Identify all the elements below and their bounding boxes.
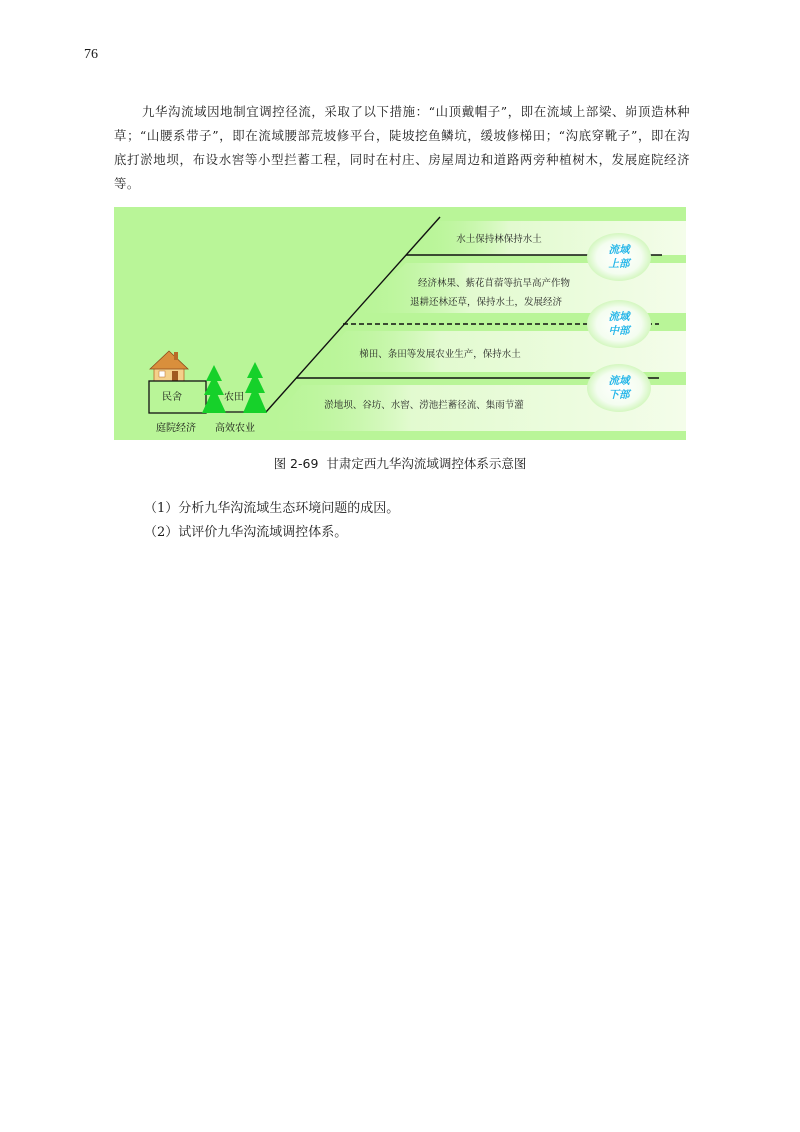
questions xyxy=(144,497,399,545)
courtyard-label: 庭院经济 xyxy=(156,423,196,434)
measure-middle-2: 退耕还林还草，保持水土，发展经济 xyxy=(409,297,563,308)
watershed-figure xyxy=(114,207,686,440)
question-1: （1）分析九华沟流域生态环境问题的成因。 xyxy=(144,501,400,516)
measure-upper: 水土保持林保持水土 xyxy=(456,234,542,245)
zone-lower-line2: 下部 xyxy=(608,389,630,401)
page-number: 76 xyxy=(84,47,98,62)
measure-middle-1: 经济林果、紫花苜蓿等抗旱高产作物 xyxy=(417,278,571,289)
zone-upper-line1: 流域 xyxy=(608,244,630,256)
agriculture-label: 高效农业 xyxy=(215,423,255,434)
caption-number: 图 2-69 xyxy=(273,456,319,471)
zone-middle xyxy=(587,300,651,348)
measure-lower-1: 梯田、条田等发展农业生产，保持水土 xyxy=(359,349,521,360)
zone-upper xyxy=(587,233,651,281)
zone-upper-line2: 上部 xyxy=(608,258,630,270)
zone-lower-line1: 流域 xyxy=(608,375,630,387)
zone-middle-line2: 中部 xyxy=(608,325,630,337)
figure-caption xyxy=(0,454,800,472)
intro-paragraph: 九华沟流域因地制宜调控径流，采取了以下措施：“山顶戴帽子”，即在流域上部梁、峁顶造林种草；“山腰系带子”，即在流域腰部荒坡修平台，陡坡挖鱼鳞坑，缓坡修梯田；“沟底穿靴子”，即在沟底打淤地坝，布设水窖等小型拦蓄工程，同时在村庄、房屋周边和道路两旁种植树木，发展庭院经济等。 xyxy=(114,104,690,191)
house-label: 民舍 xyxy=(162,392,182,403)
caption-title: 甘肃定西九华沟流域调控体系示意图 xyxy=(326,456,527,471)
zone-lower xyxy=(587,364,651,412)
measure-lower-2: 淤地坝、谷坊、水窖、涝池拦蓄径流、集雨节灌 xyxy=(324,400,524,411)
field-label: 农田 xyxy=(224,392,244,403)
watershed-diagram xyxy=(114,207,686,440)
question-2: （2）试评价九华沟流域调控体系。 xyxy=(144,525,348,540)
zone-middle-line1: 流域 xyxy=(608,311,630,323)
